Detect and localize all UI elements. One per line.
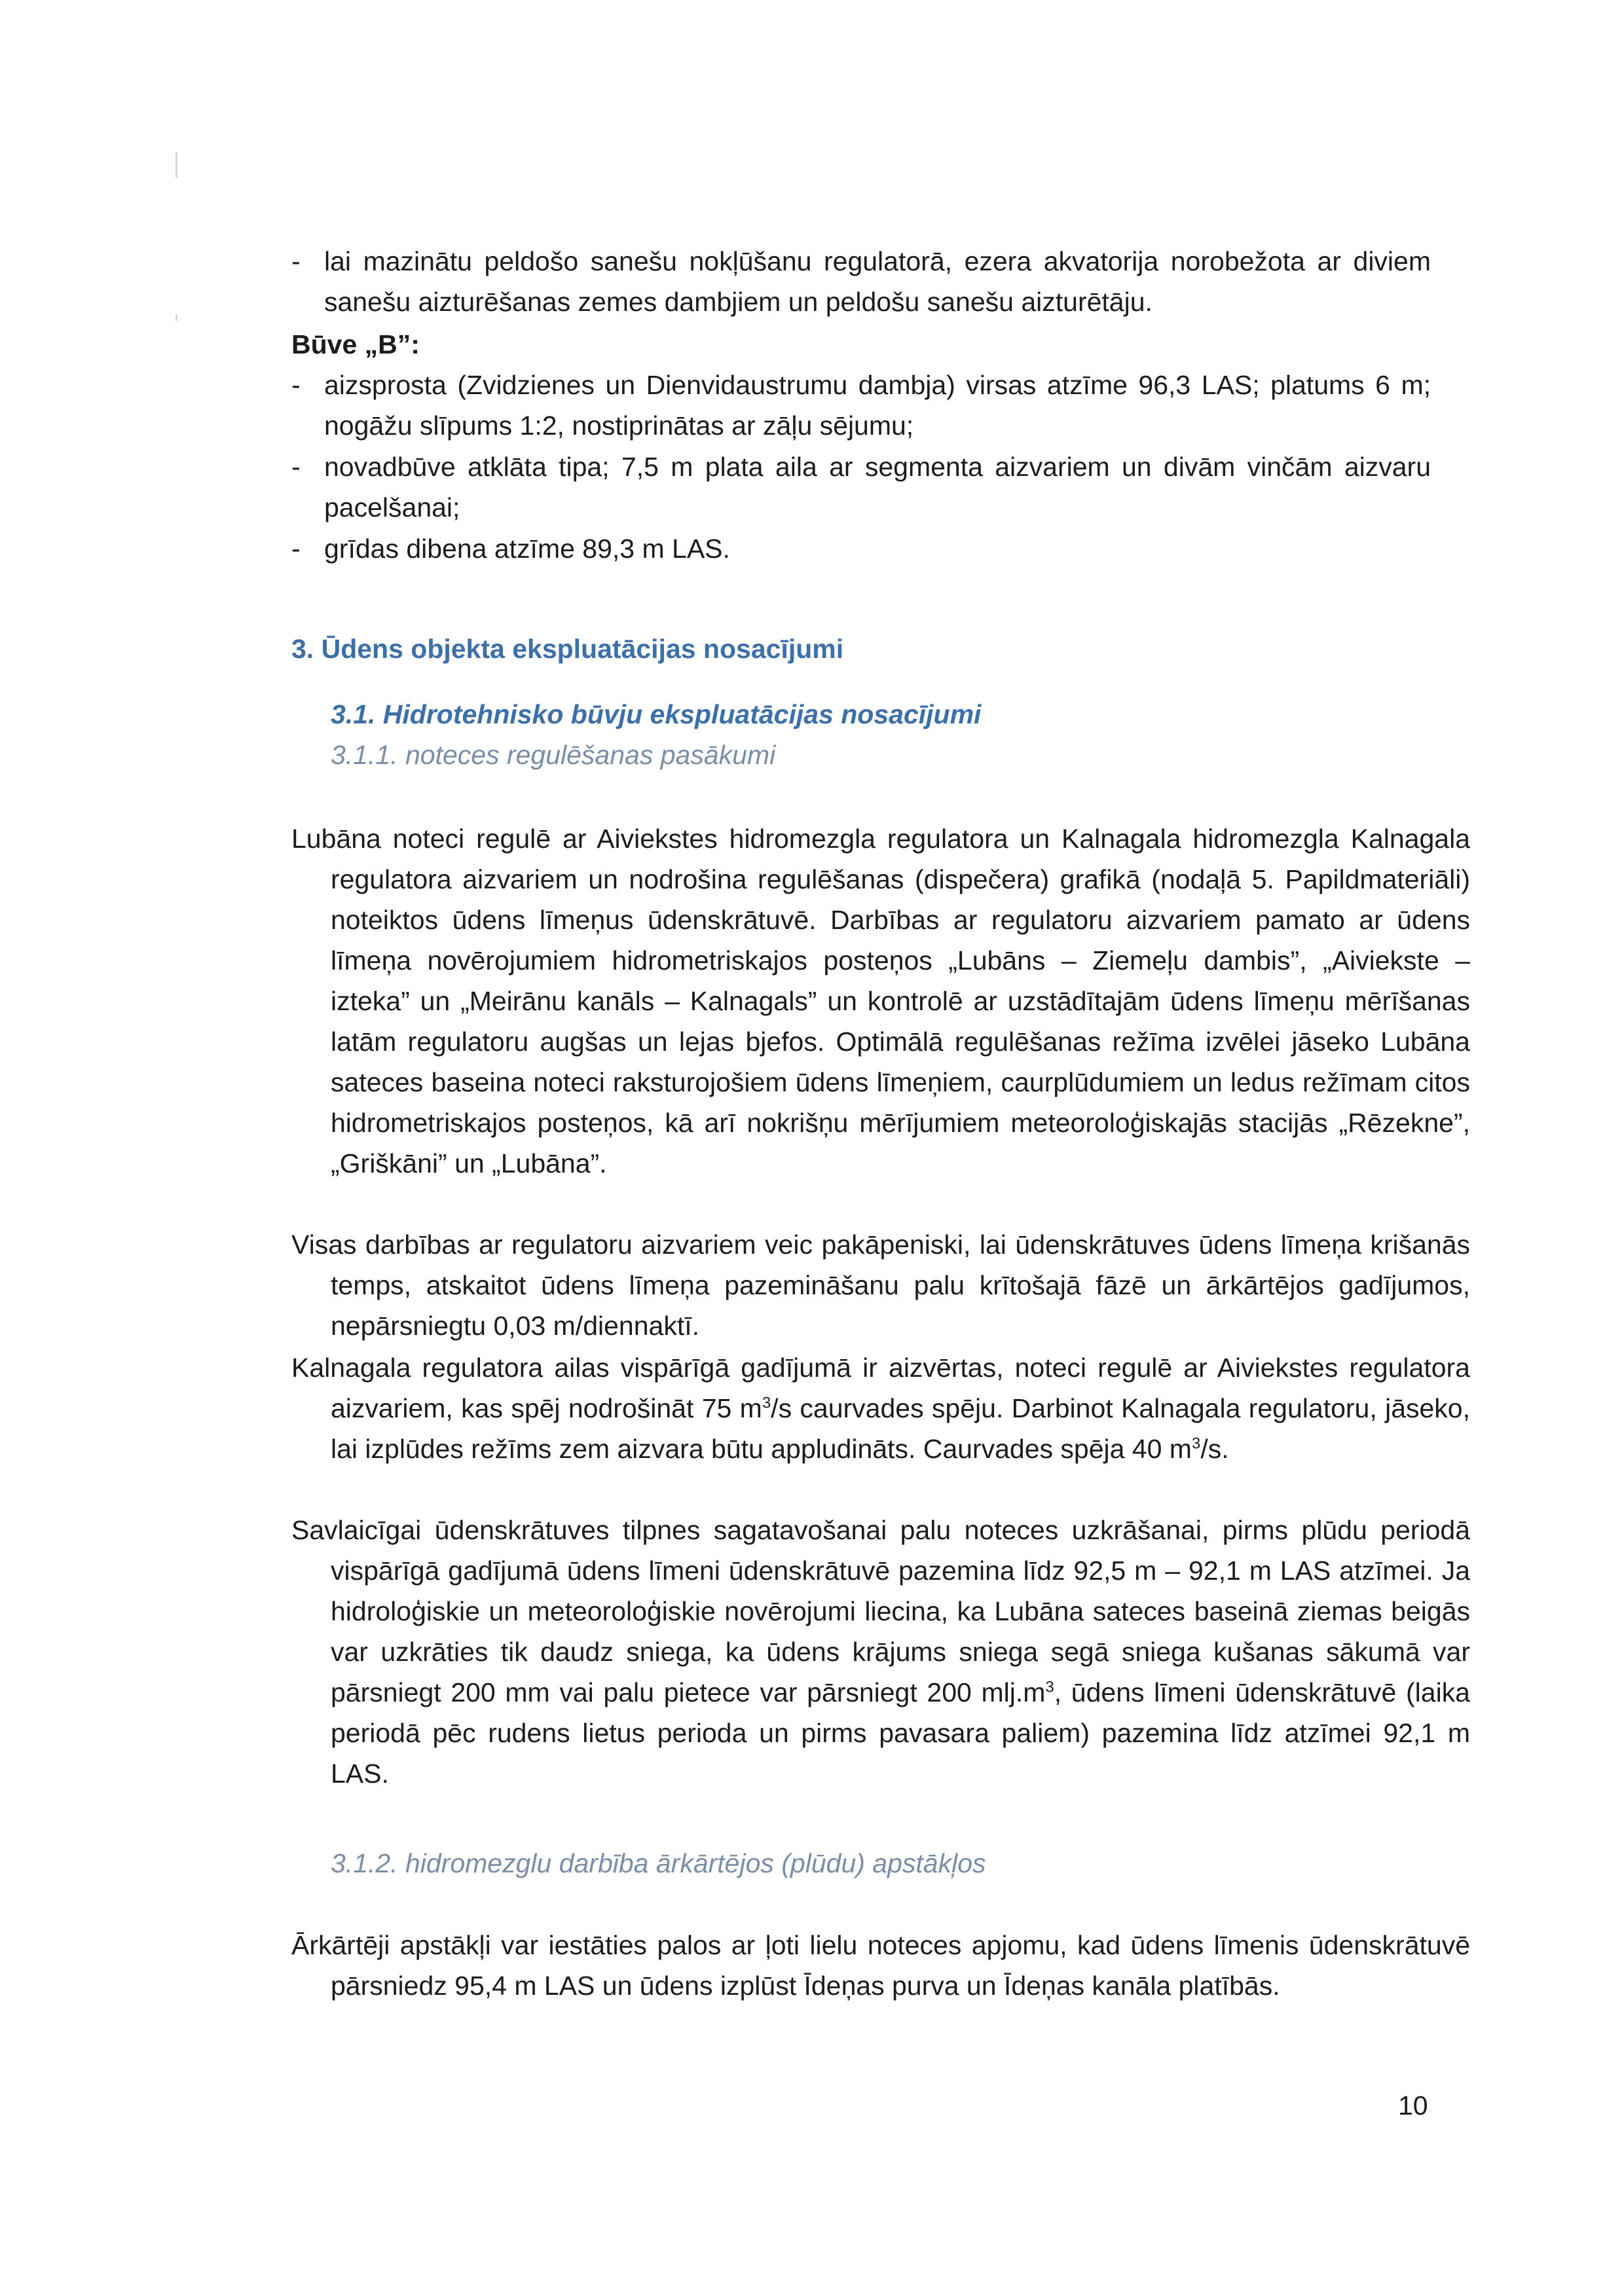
list-item [291,365,1431,446]
subsubsection-heading: 3.1.2. hidromezglu darbība ārkārtējos (plūdu) apstākļos [331,1848,986,1878]
body-paragraph: Visas darbības ar regulatoru aizvariem veic pakāpeniski, lai ūdenskrātuves ūdens līmeņa krišanās temps, atskaitot ūdens līmeņa pazemināšanu palu krītošajā fāzē un ārkārtējos gadījumos, nepārsniegtu 0,03 m/diennaktī. [291,1230,1470,1341]
body-paragraph: Ārkārtēji apstākļi var iestāties palos ar ļoti lielu noteces apjomu, kad ūdens līmenis ūdenskrātuvē pārsniedz 95,4 m LAS un ūdens izplūst Īdeņas purva un Īdeņas kanāla platībās. [291,1930,1470,2001]
paragraph-text: , ūdens līmeni ūdenskrātuvē (laika periodā pēc rudens lietus perioda un pirms pavasara paliem) pazemina līdz atzīmei 92,1 m LAS. [331,1677,1470,1789]
body-paragraph: Lubāna noteci regulē ar Aiviekstes hidromezgla regulatora un Kalnagala hidromezgla Kalnagala regulatora aizvariem un nodrošina regulēšanas (dispečera) grafikā (nodaļā 5. Papildmateriāli) noteiktos ūdens līmeņus ūdenskrātuvē. Darbības ar regulatoru aizvariem pamato ar ūdens līmeņa novērojumiem hidrometriskajos posteņos „Lubāns – Ziemeļu dambis”, „Aiviekste – izteka” un „Meirānu kanāls – Kalnagals” un kontrolē ar uzstādītajām ūdens līmeņu mērīšanas latām regulatoru augšas un lejas bjefos. Optimālā regulēšanas režīma izvēlei jāseko Lubāna sateces baseina noteci raksturojošiem ūdens līmeņiem, caurplūdumiem un ledus režīmam citos hidrometriskajos posteņos, kā arī nokrišņu mērījumiem meteoroloģiskajās stacijās „Rēzekne”, „Griškāni” un „Lubāna”. [291,824,1470,1178]
structure-b-label: Būve „B”: [291,329,420,359]
superscript: 3 [1191,1434,1201,1453]
scan-artifact [175,152,177,178]
subsubsection-heading: 3.1.1. noteces regulēšanas pasākumi [331,740,776,770]
list-item [291,446,1431,528]
list-item [291,241,1431,322]
paragraph-text: /s caurvades spēju. Darbinot Kalnagala regulatoru, jāseko, lai izplūdes režīms zem aizvara būtu appludināts. Caurvades spēja 40 m [331,1393,1470,1464]
bullet-text: novadbūve atklāta tipa; 7,5 m plata aila ar segmenta aizvariem un divām vinčām aizvaru pacelšanai; [324,452,1431,522]
body-paragraph [291,1347,1470,1469]
page-number: 10 [1398,2090,1428,2121]
bullet-text: grīdas dibena atzīme 89,3 m LAS. [324,534,730,564]
body-paragraph [291,1510,1470,1794]
list-item [291,528,1431,569]
bullet-dash: - [291,452,301,482]
paragraph-text: Kalnagala regulatora ailas vispārīgā gadījumā ir aizvērtas, noteci regulē ar Aiviekstes regulatora aizvariem, kas spēj nodrošināt 75 m [291,1353,1470,1423]
bullet-text: lai mazinātu peldošo sanešu nokļūšanu regulatorā, ezera akvatorija norobežota ar diviem sanešu aizturēšanas zemes dambjiem un peldošu sanešu aizturētāju. [324,246,1431,317]
section-heading: 3. Ūdens objekta ekspluatācijas nosacījumi [291,634,844,664]
superscript: 3 [762,1394,771,1412]
subsection-heading: 3.1. Hidrotehnisko būvju ekspluatācijas nosacījumi [331,699,982,729]
bullet-dash: - [291,534,301,564]
bullet-text: aizsprosta (Zvidzienes un Dienvidaustrumu dambja) virsas atzīme 96,3 LAS; platums 6 m; nogāžu slīpums 1:2, nostiprinātas ar zāļu sējumu; [324,370,1431,441]
superscript: 3 [1045,1678,1054,1696]
scan-artifact [175,314,177,321]
paragraph-text: Savlaicīgai ūdenskrātuves tilpnes sagatavošanai palu noteces uzkrāšanai, pirms plūdu periodā vispārīgā gadījumā ūdens līmeni ūdenskrātuvē pazemina līdz 92,5 m – 92,1 m LAS atzīmei. Ja hidroloģiskie un meteoroloģiskie novērojumi liecina, ka Lubāna sateces baseinā ziemas beigās var uzkrāties tik daudz sniega, ka ūdens krājums sniega segā sniega kušanas sākumā var pārsniegt 200 mm vai palu pietece var pārsniegt 200 mlj.m [291,1515,1470,1707]
bullet-dash: - [291,246,301,276]
bullet-dash: - [291,370,301,400]
paragraph-text: /s. [1200,1434,1229,1464]
